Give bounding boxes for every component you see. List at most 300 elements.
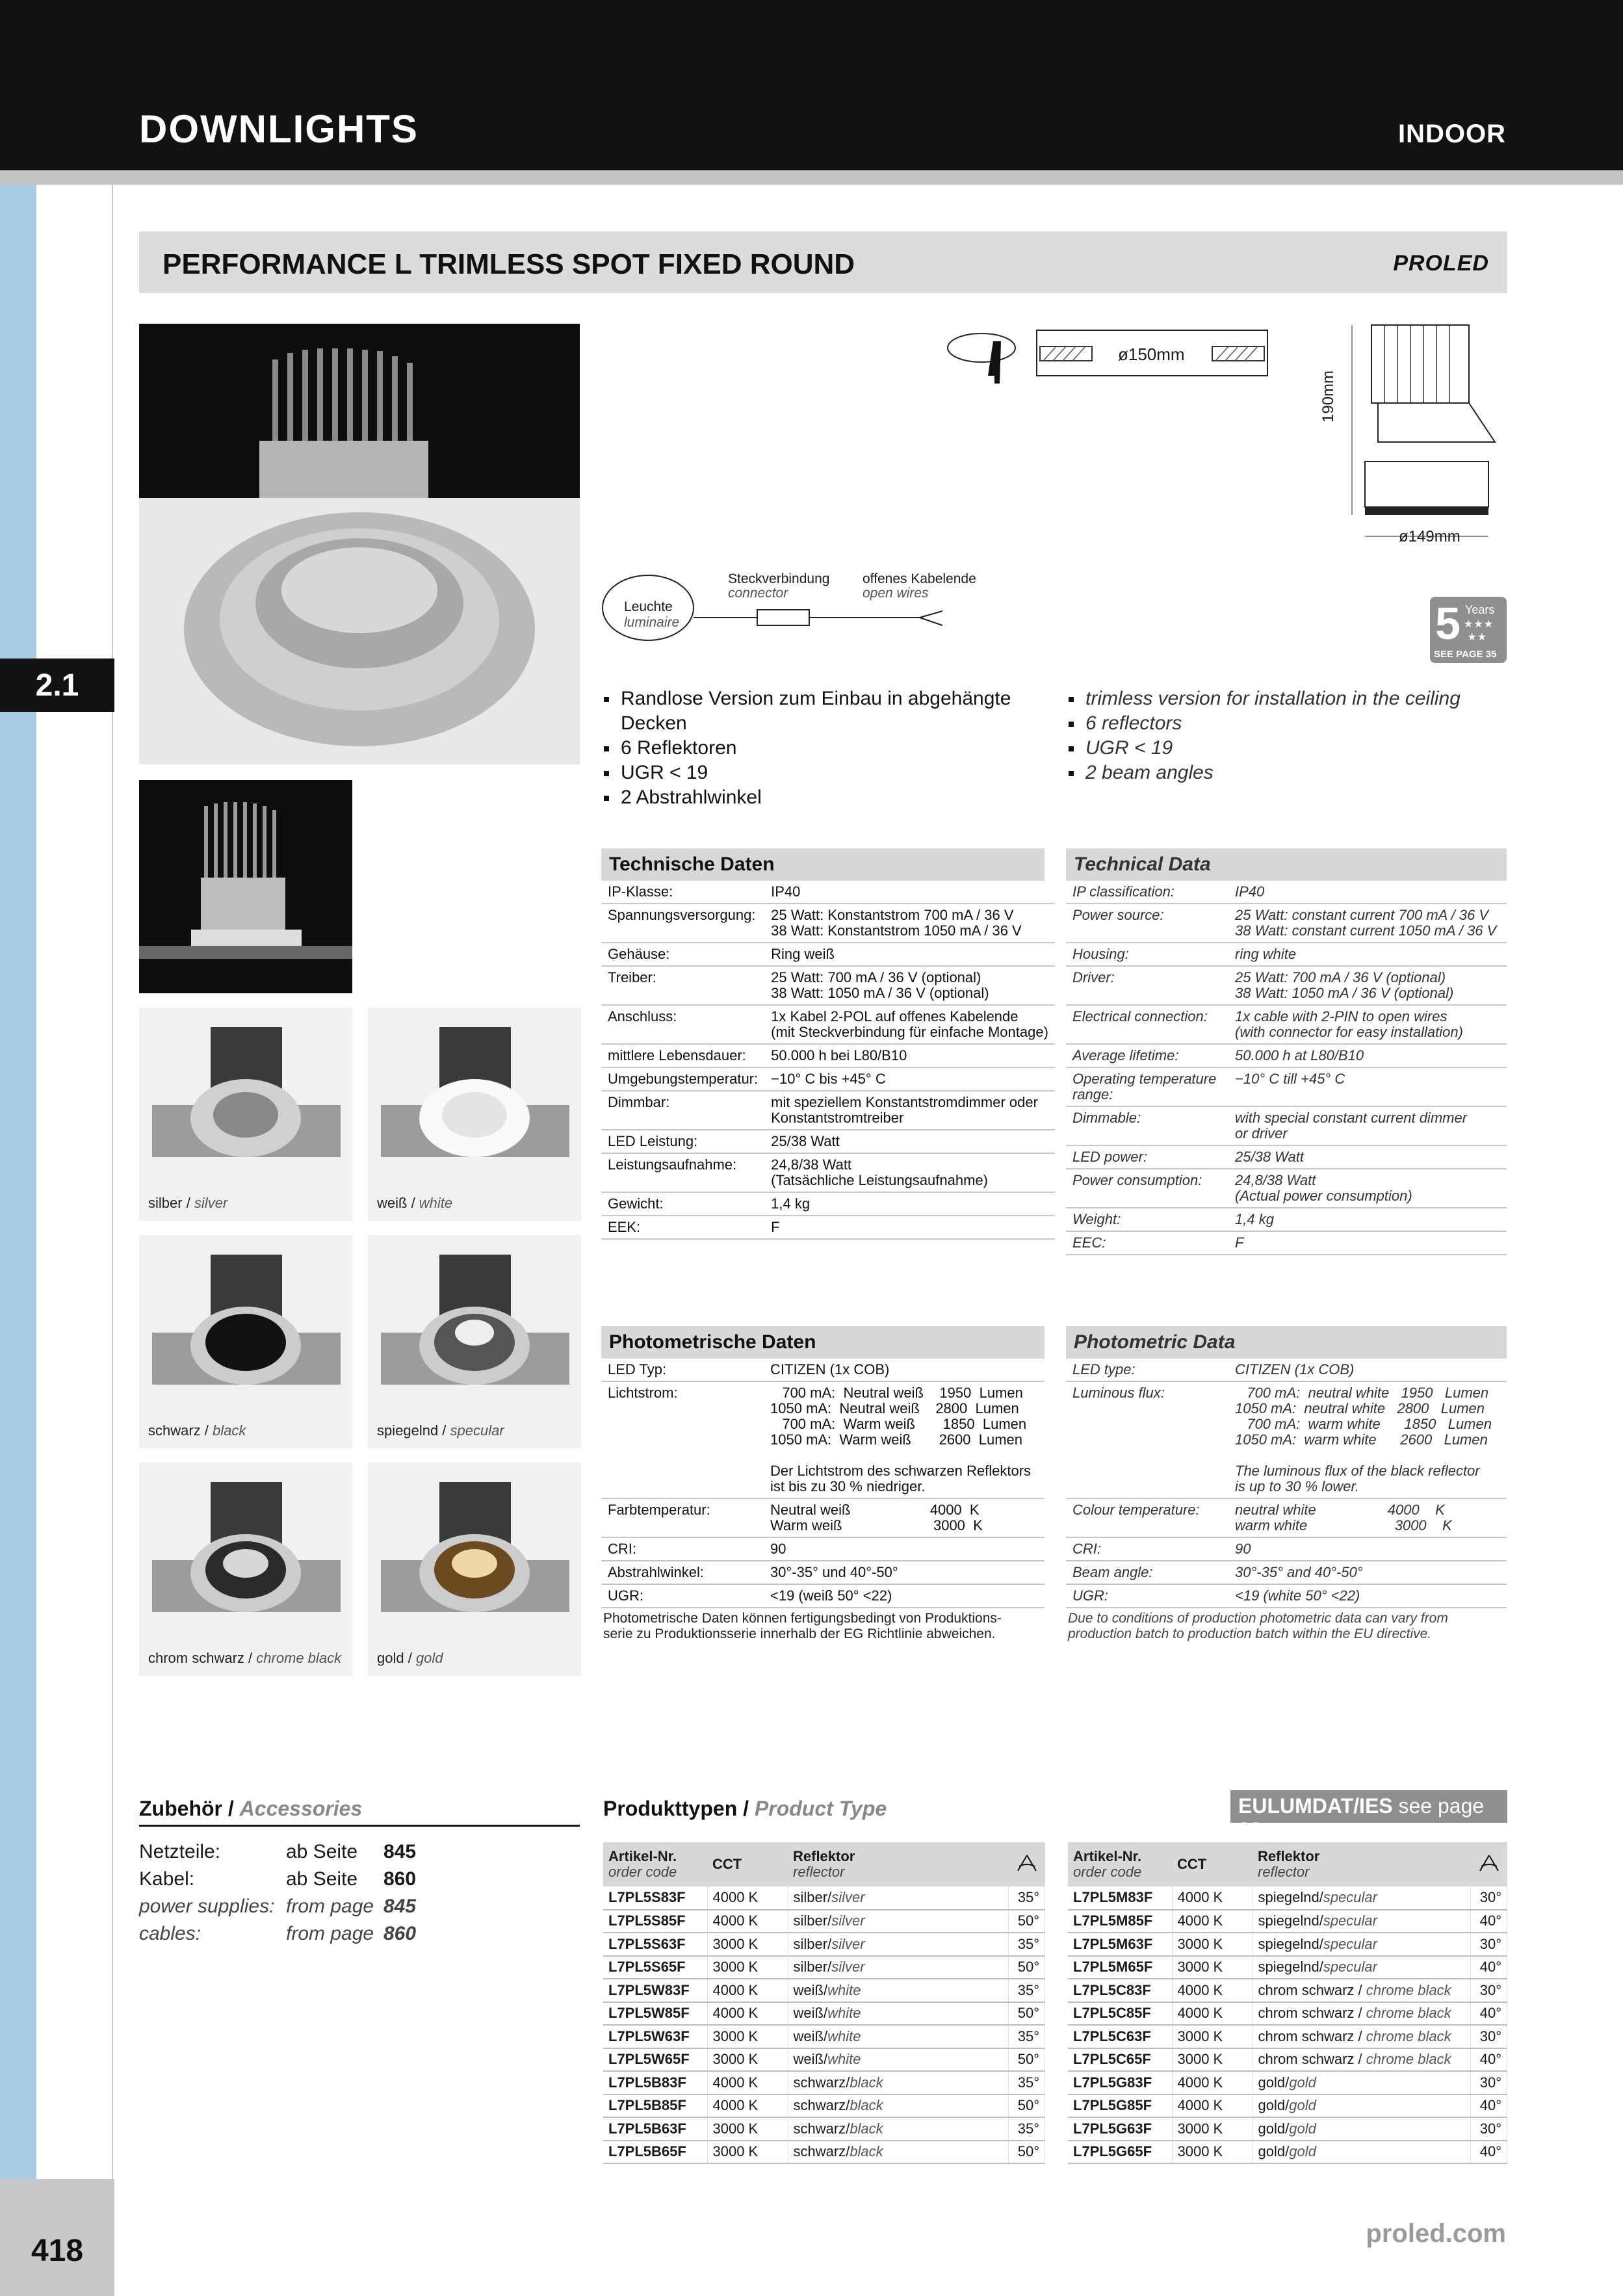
data-row — [601, 943, 1055, 966]
product-types-table-left — [603, 1842, 1045, 2164]
table-row — [1068, 1956, 1507, 1979]
beam-angle-value: 40° — [1471, 2094, 1507, 2118]
accessory-row — [139, 1866, 580, 1893]
cutout-dimension: ø150mm — [1118, 345, 1185, 364]
data-row — [1066, 1169, 1507, 1208]
data-row — [1066, 1359, 1507, 1381]
order-code: L7PL5C63F — [1068, 2025, 1172, 2048]
beam-angle-value: 40° — [1471, 2141, 1507, 2164]
table-row — [603, 2025, 1045, 2048]
product-types-heading: Produkttypen / Product Type — [603, 1797, 887, 1820]
cct-value: 3000 K — [707, 2117, 788, 2141]
beam-angle-value: 50° — [1009, 2094, 1045, 2118]
order-code: L7PL5B85F — [603, 2094, 707, 2118]
beam-angle-value: 30° — [1471, 2117, 1507, 2141]
row-value: 25 Watt: 700 mA / 36 V (optional) 38 Watt: 1050 mA / 36 V (optional) — [1228, 966, 1507, 1005]
reflector-value: schwarz/black — [788, 2071, 1009, 2094]
beam-angle-value: 30° — [1471, 2071, 1507, 2094]
row-label: LED Typ: — [601, 1359, 764, 1381]
row-label: Gewicht: — [601, 1192, 764, 1216]
row-label: Power consumption: — [1066, 1169, 1228, 1208]
cct-value: 4000 K — [707, 2094, 788, 2118]
beam-angle-value: 50° — [1009, 2048, 1045, 2072]
photometric-data-de: Photometrische Daten LED Typ: CITIZEN (1x COB) Lichtstrom: 700 mA: Neutral weiß 1950 Lumen 1050 mA: Neutral weiß 2800 Lumen 700 mA: Warm weiß 1850 Lumen 1050 mA: Warm weiß 2600 Lumen Der Lichtstrom des schwarzen Reflektors ist bis zu 30 % niedriger. Farbtemperatur: Neutral weiß 4000 K Warm weiß 3000 K CRI: 90 Abstrahlwinkel: 30°-35° und 40°-50° UGR: <19 (weiß 50° <22) — [601, 1326, 1045, 1608]
row-label: Housing: — [1066, 943, 1228, 966]
table-row — [603, 2141, 1045, 2164]
row-value: 25/38 Watt — [1228, 1145, 1507, 1169]
table-row — [1068, 2002, 1507, 2026]
row-label: mittlere Lebensdauer: — [601, 1044, 764, 1067]
features-de: Randlose Version zum Einbau in abgehängte Decken 6 Reflektoren UGR < 19 2 Abstrahlwinkel — [601, 686, 1043, 810]
row-value: CITIZEN (1x COB) — [764, 1359, 1045, 1381]
accessories-heading: Zubehör / Accessories — [139, 1797, 580, 1827]
row-value: <19 (white 50° <22) — [1228, 1584, 1507, 1608]
finish-caption: schwarz / black — [148, 1422, 246, 1439]
accessory-row — [139, 1893, 580, 1920]
cct-value: 4000 K — [707, 1886, 788, 1910]
diameter-dimension: ø149mm — [1399, 528, 1461, 545]
row-label: Dimmbar: — [601, 1091, 764, 1130]
finish-caption: gold / gold — [377, 1650, 443, 1666]
table-row — [1068, 2025, 1507, 2048]
side-margin — [36, 185, 113, 2200]
order-code: L7PL5G65F — [1068, 2141, 1172, 2164]
row-value: Ring weiß — [764, 943, 1055, 966]
cct-value: 4000 K — [707, 2071, 788, 2094]
row-label: Treiber: — [601, 966, 764, 1005]
reflector-value: chrom schwarz / chrome black — [1253, 1979, 1471, 2002]
data-row — [1066, 881, 1507, 904]
data-row — [1066, 1208, 1507, 1231]
col-order-code: Artikel-Nr. order code — [1068, 1842, 1172, 1886]
finish-caption: spiegelnd / specular — [377, 1422, 504, 1439]
order-code: L7PL5B83F — [603, 2071, 707, 2094]
order-code: L7PL5C83F — [1068, 1979, 1172, 2002]
cct-value: 4000 K — [707, 1979, 788, 2002]
row-value: 25 Watt: 700 mA / 36 V (optional) 38 Watt: 1050 mA / 36 V (optional) — [764, 966, 1055, 1005]
beam-angle-value: 50° — [1009, 1910, 1045, 1933]
row-label: Leistungsaufnahme: — [601, 1153, 764, 1192]
row-label: Lichtstrom: — [601, 1381, 764, 1498]
header-divider — [0, 170, 1623, 185]
data-row — [1066, 1537, 1507, 1561]
cct-value: 3000 K — [1172, 2048, 1253, 2072]
order-code: L7PL5B65F — [603, 2141, 707, 2164]
data-row — [601, 904, 1055, 943]
row-label: Electrical connection: — [1066, 1005, 1228, 1044]
beam-angle-value: 50° — [1009, 2002, 1045, 2026]
row-label: UGR: — [601, 1584, 764, 1608]
cct-value: 3000 K — [1172, 2141, 1253, 2164]
row-label: Luminous flux: — [1066, 1381, 1228, 1498]
row-value: −10° C bis +45° C — [764, 1067, 1055, 1091]
order-code: L7PL5G85F — [1068, 2094, 1172, 2118]
technical-data-de: Technische Daten IP-Klasse: IP40 Spannungsversorgung: 25 Watt: Konstantstrom 700 mA / 36 V 38 Watt: Konstantstrom 1050 mA / 36 V Gehäuse: Ring weiß Treiber: 25 Watt: 700 mA / 36 V (optional) 38 Watt: 1050 mA / 36 V (optional) Anschluss: 1x Kabel 2-POL auf offenes Kabelende (mit Steckverbindung für einfache Montage) mittlere Lebensdauer: 50.000 h bei L80/B10 Umgebungstemperatur: −10° C bis +45° C Dimmbar: mit speziellem Konstantstromdimmer oder Konstantstromtreiber LED Leistung: 25/38 Watt Leistungsaufnahme: 24,8/38 Watt (Tatsächliche Leistungsaufnahme) Gewicht: 1,4 kg EEK: F — [601, 848, 1045, 1240]
reflector-value: weiß/white — [788, 1979, 1009, 2002]
reflector-value: spiegelnd/specular — [1253, 1933, 1471, 1956]
row-label: Driver: — [1066, 966, 1228, 1005]
accessory-text: from page — [286, 1896, 374, 1917]
order-code: L7PL5S85F — [603, 1910, 707, 1933]
col-reflector: Reflektor reflector — [788, 1842, 1009, 1886]
product-installed-image — [139, 780, 352, 993]
cct-value: 3000 K — [1172, 2025, 1253, 2048]
accessory-row — [139, 1920, 580, 1948]
data-row — [601, 1498, 1045, 1537]
side-drawing — [1339, 312, 1514, 546]
row-label: CRI: — [1066, 1537, 1228, 1561]
row-value: 90 — [764, 1537, 1045, 1561]
row-value: IP40 — [1228, 881, 1507, 904]
product-title: PERFORMANCE L TRIMLESS SPOT FIXED ROUND — [162, 248, 855, 280]
data-row — [1066, 943, 1507, 966]
row-label: Operating temperature range: — [1066, 1067, 1228, 1106]
row-label: EEK: — [601, 1216, 764, 1239]
accessory-text: from page — [286, 1923, 374, 1944]
cct-value: 4000 K — [1172, 2071, 1253, 2094]
technical-data-en: Technical Data IP classification: IP40 Power source: 25 Watt: constant current 700 mA / 36 V 38 Watt: constant current 1050 mA / 36 V Housing: ring white Driver: 25 Watt: 700 mA / 36 V (optional) 38 Watt: 1050 mA / 36 V (optional) Electrical connection: 1x cable with 2-PIN to open wires (with connector for easy installation) Average lifetime: 50.000 h at L80/B10 Operating temperature range: −10° C till +45° C Dimmable: with special constant current dimmer or driver LED power: 25/38 Watt Power consumption: 24,8/38 Watt (Actual power consumption) Weight: 1,4 kg EEC: F — [1066, 848, 1507, 1255]
order-code: L7PL5S83F — [603, 1886, 707, 1910]
table-row — [1068, 2094, 1507, 2118]
row-label: EEC: — [1066, 1231, 1228, 1255]
row-label: LED Leistung: — [601, 1130, 764, 1153]
row-value: 1,4 kg — [1228, 1208, 1507, 1231]
finish-image-black — [139, 1235, 352, 1448]
table-row — [603, 1886, 1045, 1910]
beam-angle-value: 50° — [1009, 2141, 1045, 2164]
beam-angle-icon — [1009, 1842, 1045, 1886]
data-row — [1066, 1381, 1507, 1498]
data-row — [601, 1005, 1055, 1044]
reflector-value: schwarz/black — [788, 2094, 1009, 2118]
table-row — [1068, 2117, 1507, 2141]
beam-angle-value: 35° — [1009, 1886, 1045, 1910]
accessory-text: ab Seite — [286, 1868, 358, 1890]
features-en: trimless version for installation in the ceiling 6 reflectors UGR < 19 2 beam angles — [1066, 686, 1508, 785]
order-code: L7PL5S63F — [603, 1933, 707, 1956]
order-code: L7PL5G83F — [1068, 2071, 1172, 2094]
accessory-text: Kabel: — [139, 1868, 195, 1890]
cct-value: 3000 K — [707, 2141, 788, 2164]
row-value: F — [764, 1216, 1055, 1239]
table-row — [603, 2117, 1045, 2141]
reflector-value: weiß/white — [788, 2048, 1009, 2072]
order-code: L7PL5C65F — [1068, 2048, 1172, 2072]
cct-value: 4000 K — [1172, 1979, 1253, 2002]
finish-image-white — [368, 1008, 581, 1221]
beam-angle-value: 40° — [1471, 1956, 1507, 1979]
order-code: L7PL5C85F — [1068, 2002, 1172, 2026]
beam-angle-icon — [1471, 1842, 1507, 1886]
beam-angle-value: 35° — [1009, 2071, 1045, 2094]
data-row — [601, 881, 1055, 904]
row-value: −10° C till +45° C — [1228, 1067, 1507, 1106]
order-code: L7PL5W83F — [603, 1979, 707, 2002]
row-value: 30°-35° and 40°-50° — [1228, 1561, 1507, 1584]
product-main-image — [139, 324, 580, 764]
row-label: Farbtemperatur: — [601, 1498, 764, 1537]
reflector-value: chrom schwarz / chrome black — [1253, 2048, 1471, 2072]
order-code: L7PL5B63F — [603, 2117, 707, 2141]
table-row — [1068, 2071, 1507, 2094]
reflector-value: gold/gold — [1253, 2141, 1471, 2164]
cutout-drawing — [942, 319, 1280, 390]
reflector-value: weiß/white — [788, 2025, 1009, 2048]
row-value: 24,8/38 Watt (Tatsächliche Leistungsaufnahme) — [764, 1153, 1055, 1192]
reflector-value: spiegelnd/specular — [1253, 1956, 1471, 1979]
chapter-tab: 2.1 — [0, 659, 114, 712]
row-label: LED type: — [1066, 1359, 1228, 1381]
row-value: CITIZEN (1x COB) — [1228, 1359, 1507, 1381]
order-code: L7PL5M83F — [1068, 1886, 1172, 1910]
side-strip — [0, 185, 36, 2296]
row-value: 25 Watt: Konstantstrom 700 mA / 36 V 38 Watt: Konstantstrom 1050 mA / 36 V — [764, 904, 1055, 943]
wiring-connector-label: Steckverbindung connector — [728, 571, 830, 601]
data-row — [1066, 1106, 1507, 1145]
beam-angle-value: 30° — [1471, 2025, 1507, 2048]
reflector-value: silber/silver — [788, 1910, 1009, 1933]
data-row — [1066, 904, 1507, 943]
beam-angle-value: 35° — [1009, 1979, 1045, 2002]
table-row — [1068, 1933, 1507, 1956]
brand-logo: PROLED — [1393, 251, 1489, 276]
cct-value: 4000 K — [1172, 2094, 1253, 2118]
cct-value: 3000 K — [1172, 2117, 1253, 2141]
photometric-note-de: Photometrische Daten können fertigungsbedingt von Produktions- serie zu Produktionsserie innerhalb der EG Richtlinie abweichen. — [603, 1611, 1002, 1641]
data-row — [1066, 966, 1507, 1005]
beam-angle-value: 50° — [1009, 1956, 1045, 1979]
data-row — [601, 1192, 1055, 1216]
beam-angle-value: 35° — [1009, 2117, 1045, 2141]
row-label: UGR: — [1066, 1584, 1228, 1608]
row-value: with special constant current dimmer or driver — [1228, 1106, 1507, 1145]
eulumdat-link[interactable]: EULUMDAT/IES see page 32 — [1230, 1790, 1507, 1823]
accessory-row — [139, 1838, 580, 1866]
row-value: IP40 — [764, 881, 1055, 904]
data-row — [1066, 1561, 1507, 1584]
row-value: mit speziellem Konstantstromdimmer oder Konstantstromtreiber — [764, 1091, 1055, 1130]
data-row — [601, 1091, 1055, 1130]
data-row — [601, 1537, 1045, 1561]
table-row — [603, 2002, 1045, 2026]
finish-image-silver — [139, 1008, 352, 1221]
table-row — [603, 2071, 1045, 2094]
star-icon: ★★★ ★★ — [1464, 619, 1494, 643]
reflector-value: gold/gold — [1253, 2117, 1471, 2141]
row-label: Weight: — [1066, 1208, 1228, 1231]
reflector-value: spiegelnd/specular — [1253, 1910, 1471, 1933]
data-row — [1066, 1145, 1507, 1169]
cct-value: 4000 K — [707, 1910, 788, 1933]
section-title: DOWNLIGHTS — [139, 107, 419, 151]
wiring-wires-label: offenes Kabelende open wires — [863, 571, 976, 601]
data-row — [601, 1216, 1055, 1239]
beam-angle-value: 30° — [1471, 1933, 1507, 1956]
cct-value: 4000 K — [1172, 1910, 1253, 1933]
accessory-text: power supplies: — [139, 1896, 275, 1917]
accessory-text: cables: — [139, 1923, 201, 1944]
row-label: Colour temperature: — [1066, 1498, 1228, 1537]
cct-value: 3000 K — [1172, 1956, 1253, 1979]
height-dimension: 190mm — [1319, 370, 1337, 423]
col-order-code: Artikel-Nr. order code — [603, 1842, 707, 1886]
row-value: 24,8/38 Watt (Actual power consumption) — [1228, 1169, 1507, 1208]
finish-caption: silber / silver — [148, 1195, 228, 1211]
cct-value: 3000 K — [707, 2025, 788, 2048]
row-value: 700 mA: Neutral weiß 1950 Lumen 1050 mA: Neutral weiß 2800 Lumen 700 mA: Warm weiß 1850 Lumen 1050 mA: Warm weiß 2600 Lumen Der Lichtstrom des schwarzen Reflektors ist bis zu 30 % niedriger. — [764, 1381, 1045, 1498]
col-reflector: Reflektor reflector — [1253, 1842, 1471, 1886]
data-row — [601, 1584, 1045, 1608]
row-label: Abstrahlwinkel: — [601, 1561, 764, 1584]
finish-caption: chrom schwarz / chrome black — [148, 1650, 342, 1666]
order-code: L7PL5W63F — [603, 2025, 707, 2048]
row-label: LED power: — [1066, 1145, 1228, 1169]
cct-value: 3000 K — [707, 1956, 788, 1979]
page-ref: 845 — [383, 1841, 417, 1862]
reflector-value: gold/gold — [1253, 2071, 1471, 2094]
table-row — [1068, 2141, 1507, 2164]
photometric-data-en: Photometric Data LED type: CITIZEN (1x COB) Luminous flux: 700 mA: neutral white 1950 Lumen 1050 mA: neutral white 2800 Lumen 700 mA: warm white 1850 Lumen 1050 mA: warm white 2600 Lumen The luminous flux of the black reflector is up to 30 % lower. Colour temperature: neutral white 4000 K warm white 3000 K CRI: 90 Beam angle: 30°-35° and 40°-50° UGR: <19 (white 50° <22) — [1066, 1326, 1507, 1608]
data-row — [601, 966, 1055, 1005]
reflector-value: silber/silver — [788, 1933, 1009, 1956]
row-label: Average lifetime: — [1066, 1044, 1228, 1067]
row-label: IP-Klasse: — [601, 881, 764, 904]
finish-image-specular — [368, 1235, 581, 1448]
accessory-text: ab Seite — [286, 1841, 358, 1862]
row-value: ring white — [1228, 943, 1507, 966]
row-label: Gehäuse: — [601, 943, 764, 966]
beam-angle-value: 35° — [1009, 2025, 1045, 2048]
finish-caption: weiß / white — [377, 1195, 453, 1211]
page-ref: 845 — [383, 1896, 417, 1917]
data-row — [601, 1067, 1055, 1091]
reflector-value: schwarz/black — [788, 2117, 1009, 2141]
data-row — [601, 1130, 1055, 1153]
row-label: Spannungsversorgung: — [601, 904, 764, 943]
page-ref: 860 — [383, 1923, 417, 1944]
order-code: L7PL5M65F — [1068, 1956, 1172, 1979]
beam-angle-value: 30° — [1471, 1886, 1507, 1910]
data-row — [1066, 1584, 1507, 1608]
cct-value: 4000 K — [707, 2002, 788, 2026]
data-row — [601, 1381, 1045, 1498]
cct-value: 4000 K — [1172, 2002, 1253, 2026]
beam-angle-value: 35° — [1009, 1933, 1045, 1956]
order-code: L7PL5W85F — [603, 2002, 707, 2026]
data-row — [1066, 1067, 1507, 1106]
website-footer[interactable]: proled.com — [1366, 2219, 1506, 2248]
data-row — [1066, 1044, 1507, 1067]
row-value: <19 (weiß 50° <22) — [764, 1584, 1045, 1608]
row-value: F — [1228, 1231, 1507, 1255]
row-label: Anschluss: — [601, 1005, 764, 1044]
row-label: Beam angle: — [1066, 1561, 1228, 1584]
reflector-value: silber/silver — [788, 1956, 1009, 1979]
reflector-value: chrom schwarz / chrome black — [1253, 2025, 1471, 2048]
table-row — [1068, 1886, 1507, 1910]
row-value: 1x cable with 2-PIN to open wires (with connector for easy installation) — [1228, 1005, 1507, 1044]
photometric-note-en: Due to conditions of production photometric data can vary from production batch to production batch within the EU directive. — [1068, 1611, 1448, 1641]
row-label: Power source: — [1066, 904, 1228, 943]
page-number: 418 — [0, 2179, 114, 2296]
order-code: L7PL5M63F — [1068, 1933, 1172, 1956]
beam-angle-value: 30° — [1471, 1979, 1507, 2002]
data-row — [601, 1153, 1055, 1192]
row-value: 50.000 h bei L80/B10 — [764, 1044, 1055, 1067]
col-cct: CCT — [707, 1842, 788, 1886]
table-row — [1068, 1979, 1507, 2002]
row-label: Dimmable: — [1066, 1106, 1228, 1145]
order-code: L7PL5M85F — [1068, 1910, 1172, 1933]
accessory-text: Netzteile: — [139, 1841, 221, 1862]
cct-value: 3000 K — [707, 2048, 788, 2072]
data-row — [1066, 1231, 1507, 1255]
beam-angle-value: 40° — [1471, 2002, 1507, 2026]
finish-image-gold — [368, 1463, 581, 1676]
header-bar — [0, 0, 1623, 170]
row-label: CRI: — [601, 1537, 764, 1561]
table-row — [603, 1979, 1045, 2002]
product-types-table-right — [1068, 1842, 1507, 2164]
col-cct: CCT — [1172, 1842, 1253, 1886]
row-value: 25/38 Watt — [764, 1130, 1055, 1153]
row-label: IP classification: — [1066, 881, 1228, 904]
reflector-value: silber/silver — [788, 1886, 1009, 1910]
row-value: Neutral weiß 4000 K Warm weiß 3000 K — [764, 1498, 1045, 1537]
cct-value: 3000 K — [1172, 1933, 1253, 1956]
table-row — [603, 1956, 1045, 1979]
row-value: 25 Watt: constant current 700 mA / 36 V 38 Watt: constant current 1050 mA / 36 V — [1228, 904, 1507, 943]
table-row — [603, 2048, 1045, 2072]
reflector-value: weiß/white — [788, 2002, 1009, 2026]
row-value: 1x Kabel 2-POL auf offenes Kabelende (mit Steckverbindung für einfache Montage) — [764, 1005, 1055, 1044]
data-row — [601, 1359, 1045, 1381]
data-row — [601, 1044, 1055, 1067]
row-value: 50.000 h at L80/B10 — [1228, 1044, 1507, 1067]
cct-value: 4000 K — [1172, 1886, 1253, 1910]
row-label: Umgebungstemperatur: — [601, 1067, 764, 1091]
data-row — [601, 1561, 1045, 1584]
row-value: 700 mA: neutral white 1950 Lumen 1050 mA: neutral white 2800 Lumen 700 mA: warm white 1850 Lumen 1050 mA: warm white 2600 Lumen The luminous flux of the black reflector is up to 30 % lower. — [1228, 1381, 1507, 1498]
reflector-value: schwarz/black — [788, 2141, 1009, 2164]
table-row — [603, 1933, 1045, 1956]
beam-angle-value: 40° — [1471, 2048, 1507, 2072]
category-label: INDOOR — [1398, 120, 1506, 148]
finish-image-chrome-black — [139, 1463, 352, 1676]
row-value: neutral white 4000 K warm white 3000 K — [1228, 1498, 1507, 1537]
order-code: L7PL5W65F — [603, 2048, 707, 2072]
order-code: L7PL5S65F — [603, 1956, 707, 1979]
cct-value: 3000 K — [707, 1933, 788, 1956]
order-code: L7PL5G63F — [1068, 2117, 1172, 2141]
warranty-badge: 5 Years ★★★ ★★ SEE PAGE 35 — [1430, 597, 1507, 663]
row-value: 30°-35° und 40°-50° — [764, 1561, 1045, 1584]
reflector-value: chrom schwarz / chrome black — [1253, 2002, 1471, 2026]
table-row — [603, 1910, 1045, 1933]
row-value: 90 — [1228, 1537, 1507, 1561]
beam-angle-value: 40° — [1471, 1910, 1507, 1933]
page-ref: 860 — [383, 1868, 417, 1890]
reflector-value: gold/gold — [1253, 2094, 1471, 2118]
accessories-list — [139, 1838, 580, 1948]
product-header — [139, 231, 1507, 293]
reflector-value: spiegelnd/specular — [1253, 1886, 1471, 1910]
row-value: 1,4 kg — [764, 1192, 1055, 1216]
wiring-luminaire-label: Leuchte luminaire — [624, 599, 680, 630]
table-row — [1068, 2048, 1507, 2072]
data-row — [1066, 1498, 1507, 1537]
table-row — [603, 2094, 1045, 2118]
